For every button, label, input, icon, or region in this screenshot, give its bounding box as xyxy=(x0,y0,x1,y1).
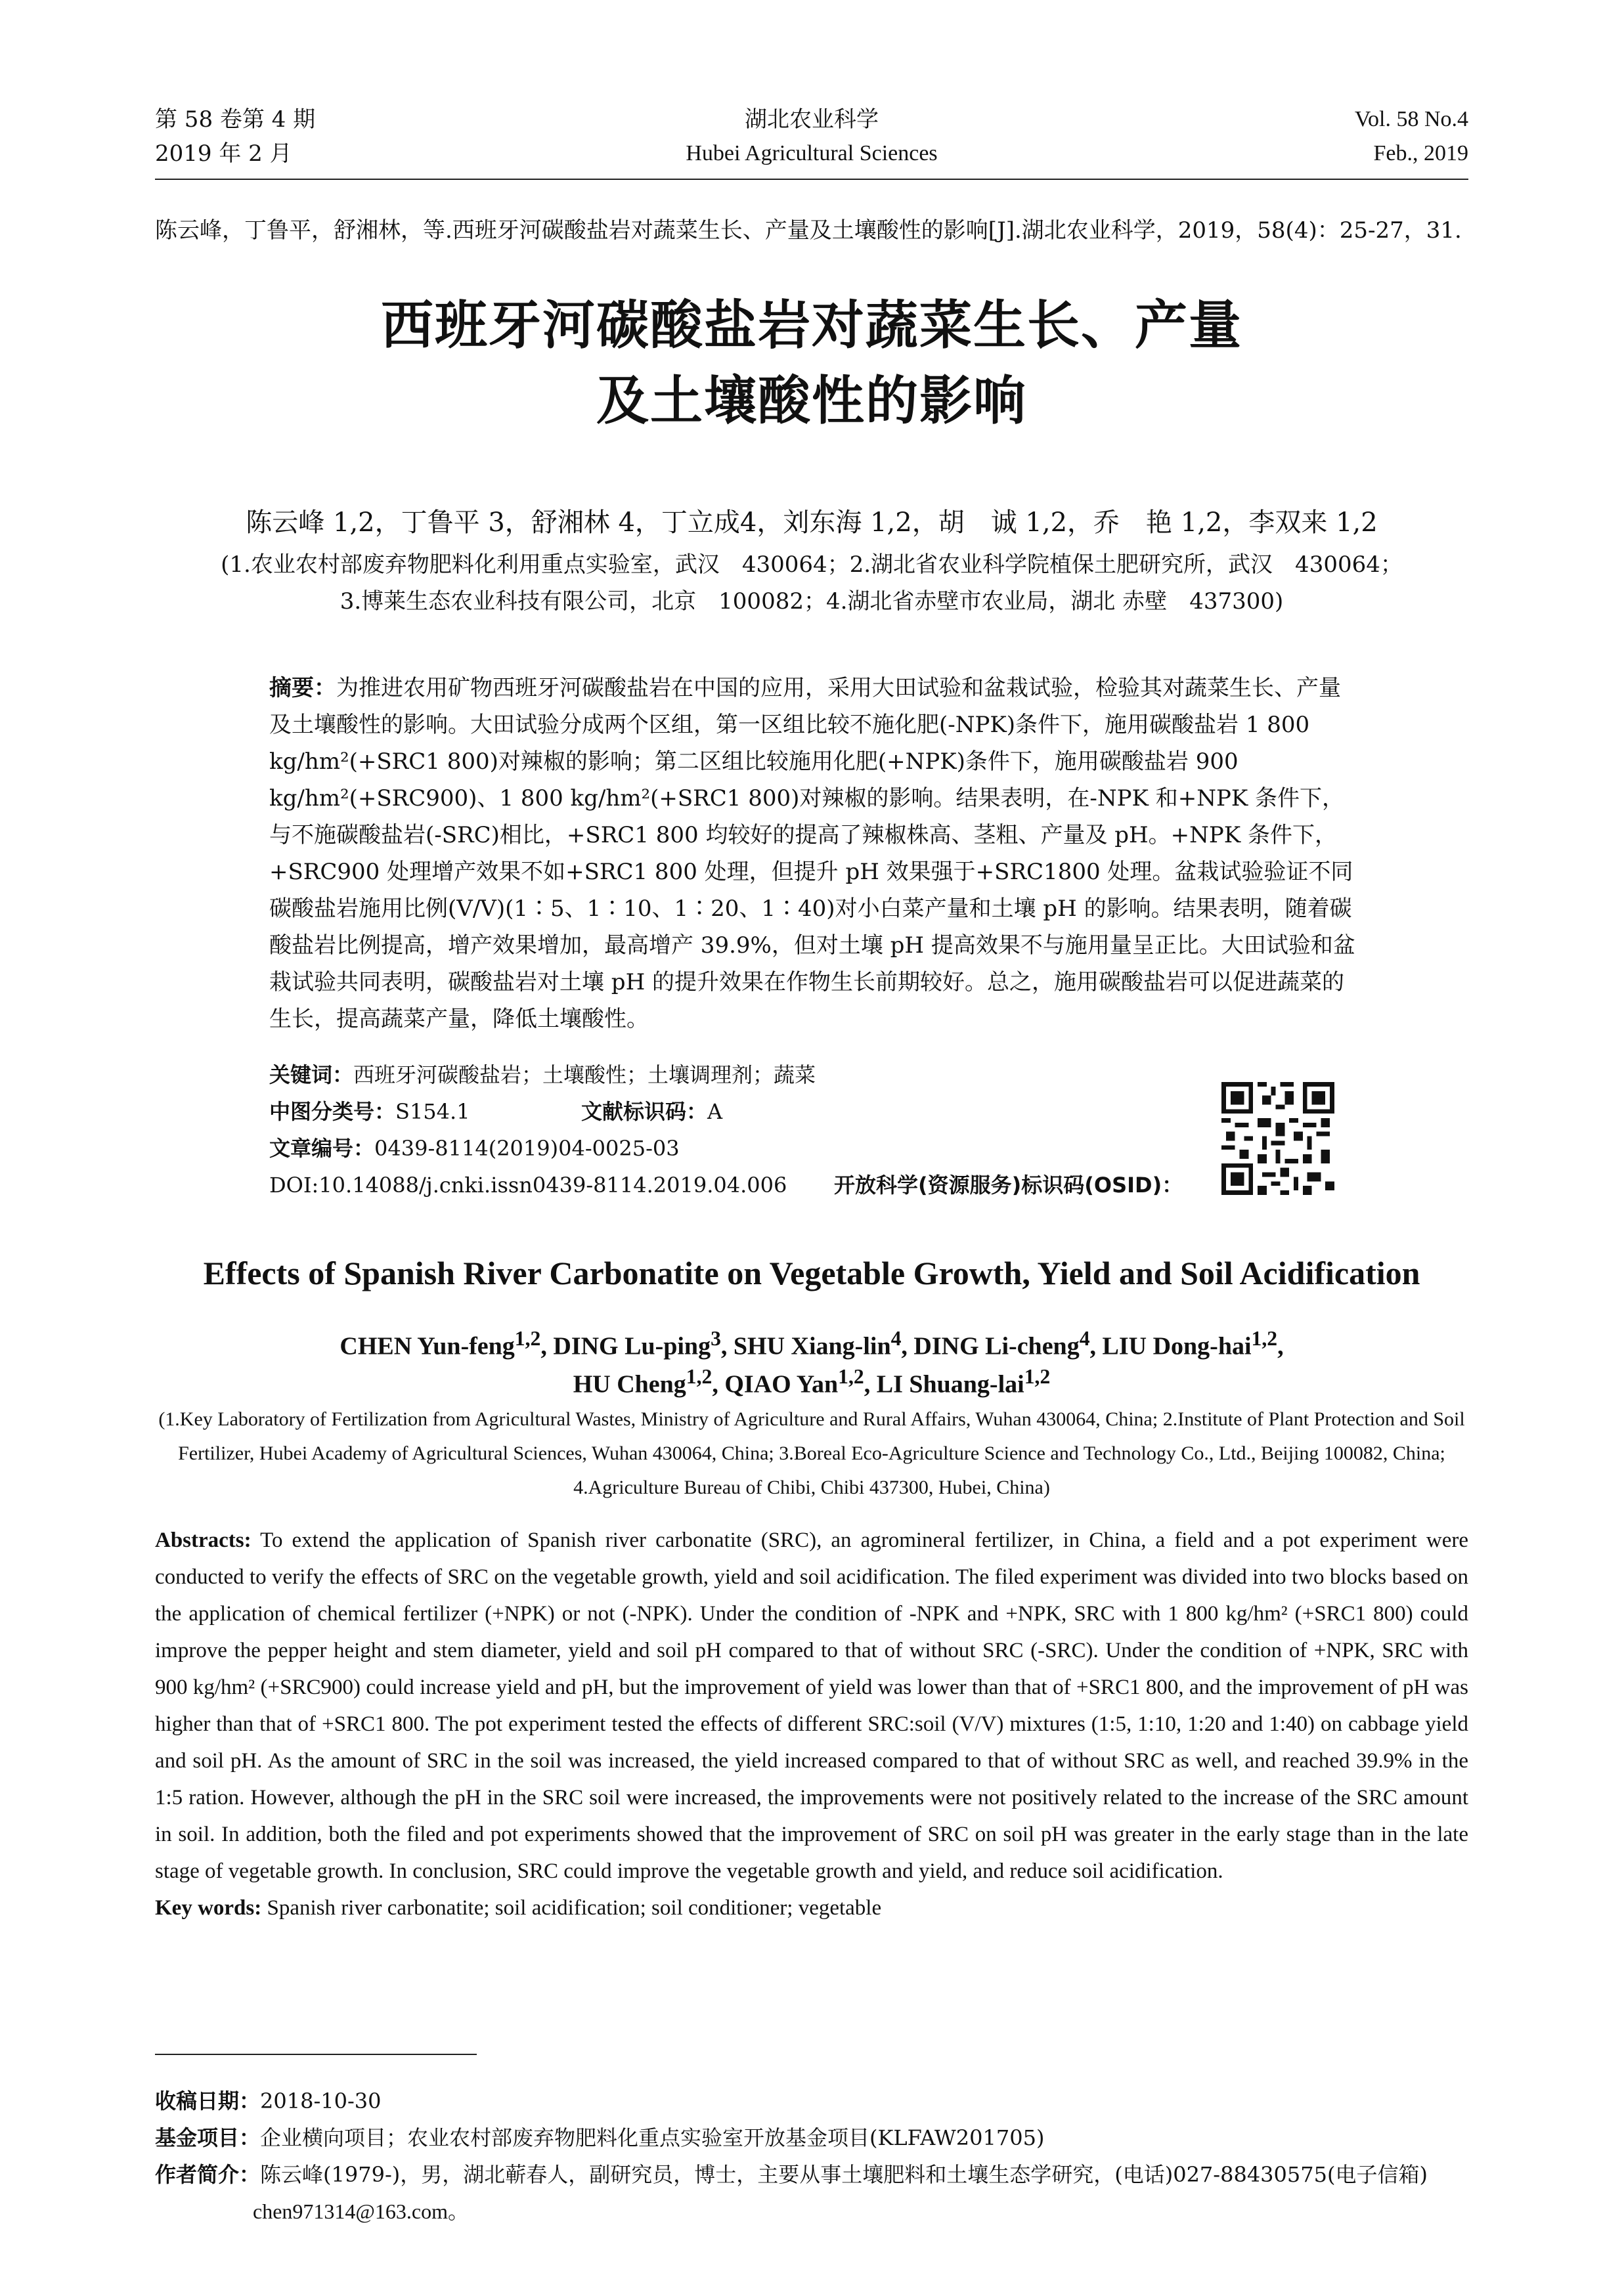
fund-info xyxy=(155,2119,1468,2156)
doc-code-value: A xyxy=(707,1099,723,1124)
osid-label: 开放科学(资源服务)标识码(OSID)： xyxy=(834,1173,1183,1198)
keywords-zh-label: 关键词： xyxy=(269,1062,354,1087)
document-code xyxy=(581,1096,722,1127)
keywords-en-label: Key words: xyxy=(155,1896,262,1920)
article-number xyxy=(269,1133,680,1163)
authors-zh: 陈云峰 1,2，丁鲁平 3，舒湘林 4，丁立成4，刘东海 1,2，胡 诚 1,2，乔 艳 1,2，李双来 1,2 xyxy=(246,508,1378,538)
authors-en-line2: HU Cheng$^{1,2}$, QIAO Yan$^{1,2}$, LI Shuang-lai$^{1,2}$ xyxy=(573,1365,1051,1398)
abstract-en-label: Abstracts: xyxy=(155,1528,252,1552)
received-value: 2018-10-30 xyxy=(260,2089,382,2113)
header-rule xyxy=(155,179,1468,180)
abstract-en-text: To extend the application of Spanish river carbonatite (SRC), an agromineral fertilizer, in China, a field and a pot experiment were conducted to verify the effects of SRC on the vegetable growth, yield and soil acidification. The filed experiment was divided into two blocks based on the application of chemical fertilizer (+NPK) or not (-NPK). Under the condition of -NPK and +NPK, SRC with 1 800 kg/hm² (+SRC1 800) could improve the pepper height and stem diameter, yield and soil pH compared to that of without SRC (-SRC). Under the condition of +NPK, SRC with 900 kg/hm² (+SRC900) could increase yield and pH, but the improvement of yield was lower than that of +SRC1 800, and the improvement of pH was higher than that of +SRC1 800. The pot experiment tested the effects of different SRC:soil (V/V) mixtures (1:5, 1:10, 1:20 and 1:40) on cabbage yield and soil pH. As the amount of SRC in the soil was increased, the yield increased compared to that of without SRC as well, and reached 39.9% in the 1:5 ration. However, although the pH in the SRC soil were increased, the improvements were not positively related to the increase of the SRC amount in soil. In addition, both the filed and pot experiments showed that the improvement of SRC on soil pH was greater in the early stage than in the late stage of vegetable growth. In conclusion, SRC could improve the vegetable growth and yield, and reduce soil acidification. xyxy=(155,1528,1469,1883)
abstract-zh-label: 摘要： xyxy=(269,675,336,701)
abstract-zh xyxy=(269,670,1356,1037)
doc-code-label: 文献标识码： xyxy=(581,1099,708,1124)
clc-number xyxy=(269,1096,470,1127)
received-label: 收稿日期： xyxy=(155,2089,261,2113)
author-bio xyxy=(155,2156,1468,2193)
keywords-zh-text: 西班牙河碳酸盐岩；土壤酸性；土壤调理剂；蔬菜 xyxy=(353,1062,816,1087)
affiliations-en: (1.Key Laboratory of Fertilization from Agricultural Wastes, Ministry of Agriculture and Rural Affairs, Wuhan 430064, China; 2.Institute of Plant Protection and Soil Fertilizer, Hubei Academy of Agricultural Sciences, Wuhan 430064, China; 3.Boreal Eco-Agriculture Science and Technology Co., Ltd., Beijing 100082, China; 4.Agriculture Bureau of Chibi, Chibi 437300, Hubei, China) xyxy=(158,1408,1465,1498)
fund-label: 基金项目： xyxy=(155,2125,261,2150)
issue-date-en: Feb., 2019 xyxy=(1373,141,1468,165)
keywords-zh xyxy=(269,1060,816,1090)
footnote-rule xyxy=(155,2054,477,2055)
journal-name-en: Hubei Agricultural Sciences xyxy=(686,141,938,165)
clc-label: 中图分类号： xyxy=(269,1099,396,1124)
issue-info: 第 58 卷第 4 期 xyxy=(155,106,316,133)
title-zh-line1: 西班牙河碳酸盐岩对蔬菜生长、产量 xyxy=(381,294,1242,356)
affiliation-zh-line1: (1.农业农村部废弃物肥料化利用重点实验室，武汉 430064；2.湖北省农业科学院植保土肥研究所，武汉 430064； xyxy=(221,552,1403,578)
author-bio-label: 作者简介： xyxy=(155,2162,261,2187)
journal-name-zh: 湖北农业科学 xyxy=(745,106,879,133)
author-email[interactable]: chen971314@163.com。 xyxy=(253,2199,469,2223)
doi: DOI:10.14088/j.cnki.issn0439-8114.2019.04.006 xyxy=(269,1173,787,1198)
article-no-value: 0439-8114(2019)04-0025-03 xyxy=(374,1136,680,1161)
clc-value: S154.1 xyxy=(395,1099,470,1124)
article-no-label: 文章编号： xyxy=(269,1136,375,1161)
citation-line: 陈云峰，丁鲁平，舒湘林，等.西班牙河碳酸盐岩对蔬菜生长、产量及土壤酸性的影响[J].湖北农业科学，2019，58(4)：25-27，31. xyxy=(155,217,1462,244)
title-zh-line2: 及土壤酸性的影响 xyxy=(596,370,1027,431)
received-date xyxy=(155,2083,1468,2119)
author-bio-value: 陈云峰(1979-)，男，湖北蕲春人，副研究员，博士，主要从事土壤肥料和土壤生态学研究，(电话)027-88430575(电子信箱) xyxy=(260,2162,1428,2187)
qr-code-icon[interactable] xyxy=(1221,1082,1334,1195)
title-en: Effects of Spanish River Carbonatite on Vegetable Growth, Yield and Soil Acidification xyxy=(203,1255,1420,1291)
authors-en-line1: CHEN Yun-feng$^{1,2}$, DING Lu-ping$^3$, SHU Xiang-lin$^4$, DING Li-cheng$^4$, LIU Dong-hai$^{1,2}$, xyxy=(340,1327,1284,1360)
issue-date: 2019 年 2 月 xyxy=(155,141,292,167)
volume-info: Vol. 58 No.4 xyxy=(1354,107,1468,131)
abstract-zh-text: 为推进农用矿物西班牙河碳酸盐岩在中国的应用，采用大田试验和盆栽试验，检验其对蔬菜生长、产量及土壤酸性的影响。大田试验分成两个区组，第一区组比较不施化肥(-NPK)条件下，施用碳酸盐岩 1 800 kg/hm²(+SRC1 800)对辣椒的影响；第二区组比较施用化肥(+NPK)条件下，施用碳酸盐岩 900 kg/hm²(+SRC900)、1 800 kg/hm²(+SRC1 800)对辣椒的影响。结果表明，在-NPK 和+NPK 条件下，与不施碳酸盐岩(-SRC)相比，+SRC1 800 均较好的提高了辣椒株高、茎粗、产量及 pH。+NPK 条件下，+SRC900 处理增产效果不如+SRC1 800 处理，但提升 pH 效果强于+SRC1800 处理。盆栽试验验证不同碳酸盐岩施用比例(V/V)(1∶5、1∶10、1∶20、1∶40)对小白菜产量和土壤 pH 的影响。结果表明，随着碳酸盐岩比例提高，增产效果增加，最高增产 39.9%，但对土壤 pH 提高效果不与施用量呈正比。大田试验和盆栽试验共同表明，碳酸盐岩对土壤 pH 的提升效果在作物生长前期较好。总之，施用碳酸盐岩可以促进蔬菜的生长，提高蔬菜产量，降低土壤酸性。 xyxy=(269,675,1355,1032)
affiliation-zh-line2: 3.博莱生态农业科技有限公司，北京 100082；4.湖北省赤壁市农业局，湖北 赤壁 437300) xyxy=(340,588,1284,615)
abstract-en xyxy=(155,1522,1468,1926)
keywords-en-text: Spanish river carbonatite; soil acidification; soil conditioner; vegetable xyxy=(267,1896,882,1920)
fund-value: 企业横向项目；农业农村部废弃物肥料化重点实验室开放基金项目(KLFAW201705) xyxy=(260,2125,1045,2150)
